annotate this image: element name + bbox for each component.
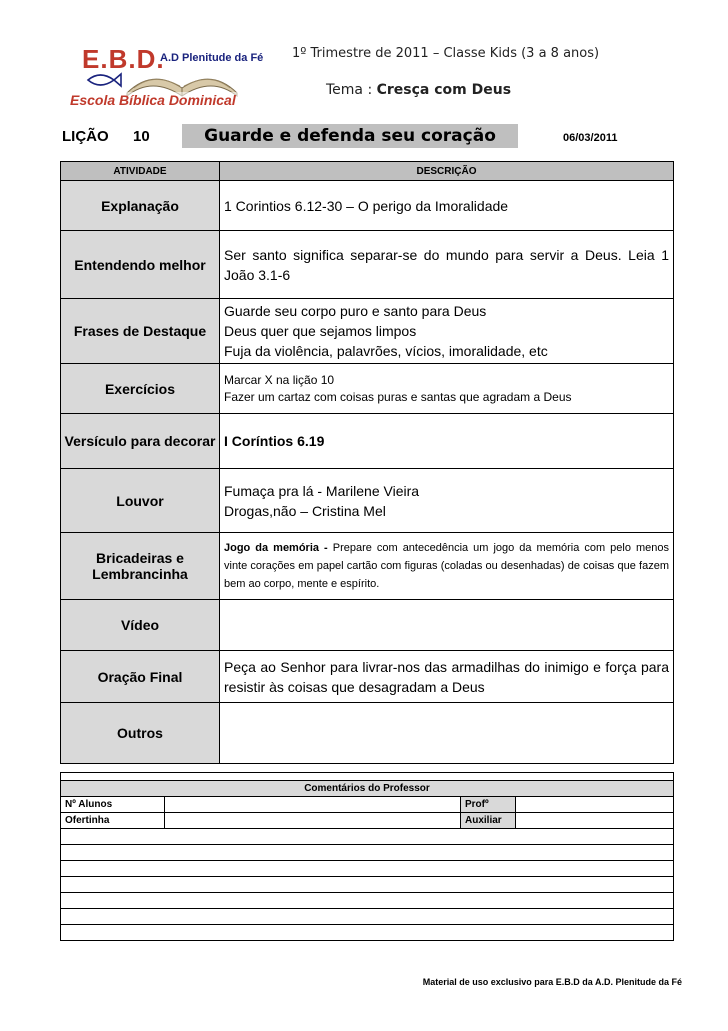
col-descricao: DESCRIÇÃO: [220, 162, 674, 181]
row-text: [220, 469, 674, 533]
row-text: [220, 703, 674, 764]
comment-line[interactable]: [61, 829, 674, 845]
comment-line[interactable]: [61, 893, 674, 909]
table-row: [61, 600, 674, 651]
n-alunos-field[interactable]: [165, 797, 461, 813]
louvor-line: Drogas,não – Cristina Mel: [224, 502, 386, 519]
comment-line[interactable]: [61, 909, 674, 925]
row-text-body: Prepare com antecedência um jogo da memória com pelo menos vinte corações em papel cartão com figuras (coladas ou desenhadas) de coisas que fazem bem ao corpo, mente e espírito.: [224, 542, 669, 590]
row-label: Louvor: [61, 469, 220, 533]
frase-line: Fuja da violência, palavrões, vícios, imoralidade, etc: [224, 343, 548, 359]
table-row: [61, 469, 674, 533]
row-label: Outros: [61, 703, 220, 764]
frase-line: Guarde seu corpo puro e santo para Deus: [224, 303, 487, 319]
logo-church-name: A.D Plenitude da Fé: [160, 52, 264, 64]
table-row: [61, 414, 674, 469]
row-label: Explanação: [61, 181, 220, 231]
louvor-line: Fumaça pra lá - Marilene Vieira: [224, 482, 420, 499]
table-header-row: [61, 162, 674, 181]
comments-table: [60, 772, 674, 941]
profe-label: Profº: [461, 797, 516, 813]
row-label-line: Bricadeiras e: [96, 550, 184, 566]
licao-number: 10: [133, 128, 150, 145]
row-label: [61, 533, 220, 600]
table-row: [61, 181, 674, 231]
row-label: Oração Final: [61, 651, 220, 703]
table-row: [61, 651, 674, 703]
row-text: Peça ao Senhor para livrar-nos das armadilhas do inimigo e força para resistir às coisas que desagradam a Deus: [220, 651, 674, 703]
table-row: [61, 773, 674, 781]
row-label: Versículo para decorar: [61, 414, 220, 469]
row-label: Entendendo melhor: [61, 231, 220, 299]
table-row: [61, 231, 674, 299]
row-text: Ser santo significa separar-se do mundo para servir a Deus. Leia 1 João 3.1-6: [220, 231, 674, 299]
table-row: [61, 797, 674, 813]
tema-text: Tema : Cresça com Deus: [326, 82, 512, 98]
table-row: [61, 703, 674, 764]
licao-label: LIÇÃO: [62, 128, 109, 145]
row-text: [220, 299, 674, 364]
row-text: I Coríntios 6.19: [220, 414, 674, 469]
row-label: Vídeo: [61, 600, 220, 651]
ofertinha-field[interactable]: [165, 813, 461, 829]
logo-escola: Escola Bíblica Dominical: [70, 92, 236, 108]
lesson-table: [60, 161, 674, 764]
row-label-line: Lembrancinha: [92, 566, 188, 582]
comment-line[interactable]: [61, 877, 674, 893]
exercicio-line: Marcar X na lição 10: [224, 372, 335, 387]
logo-ebd: E.B.D.: [82, 44, 165, 74]
auxiliar-label: Auxiliar: [461, 813, 516, 829]
n-alunos-label: Nº Alunos: [61, 797, 165, 813]
row-text: 1 Corintios 6.12-30 – O perigo da Imoralidade: [220, 181, 674, 231]
trimestre-text: 1º Trimestre de 2011 – Classe Kids (3 a 8 anos): [292, 46, 600, 61]
row-text: [220, 533, 674, 600]
row-text: [220, 364, 674, 414]
frase-line: Deus quer que sejamos limpos: [224, 323, 417, 339]
row-label: Exercícios: [61, 364, 220, 414]
comment-line[interactable]: [61, 925, 674, 941]
row-text: [220, 600, 674, 651]
table-row: [61, 364, 674, 414]
exercicio-line: Fazer um cartaz com coisas puras e santas que agradam a Deus: [224, 389, 572, 404]
table-row: [61, 299, 674, 364]
licao-title: Guarde e defenda seu coração: [182, 124, 518, 148]
licao-date: 06/03/2011: [563, 132, 618, 144]
ofertinha-label: Ofertinha: [61, 813, 165, 829]
table-row: [61, 533, 674, 600]
row-text-bold: Jogo da memória -: [224, 542, 328, 554]
col-atividade: ATIVIDADE: [61, 162, 220, 181]
auxiliar-field[interactable]: [516, 813, 674, 829]
comments-title: Comentários do Professor: [61, 781, 674, 797]
comment-line[interactable]: [61, 861, 674, 877]
footer-text: Material de uso exclusivo para E.B.D da A.D. Plenitude da Fé: [422, 977, 682, 987]
comment-line[interactable]: [61, 845, 674, 861]
profe-field[interactable]: [516, 797, 674, 813]
table-row: [61, 813, 674, 829]
row-label: Frases de Destaque: [61, 299, 220, 364]
comments-header-row: [61, 781, 674, 797]
